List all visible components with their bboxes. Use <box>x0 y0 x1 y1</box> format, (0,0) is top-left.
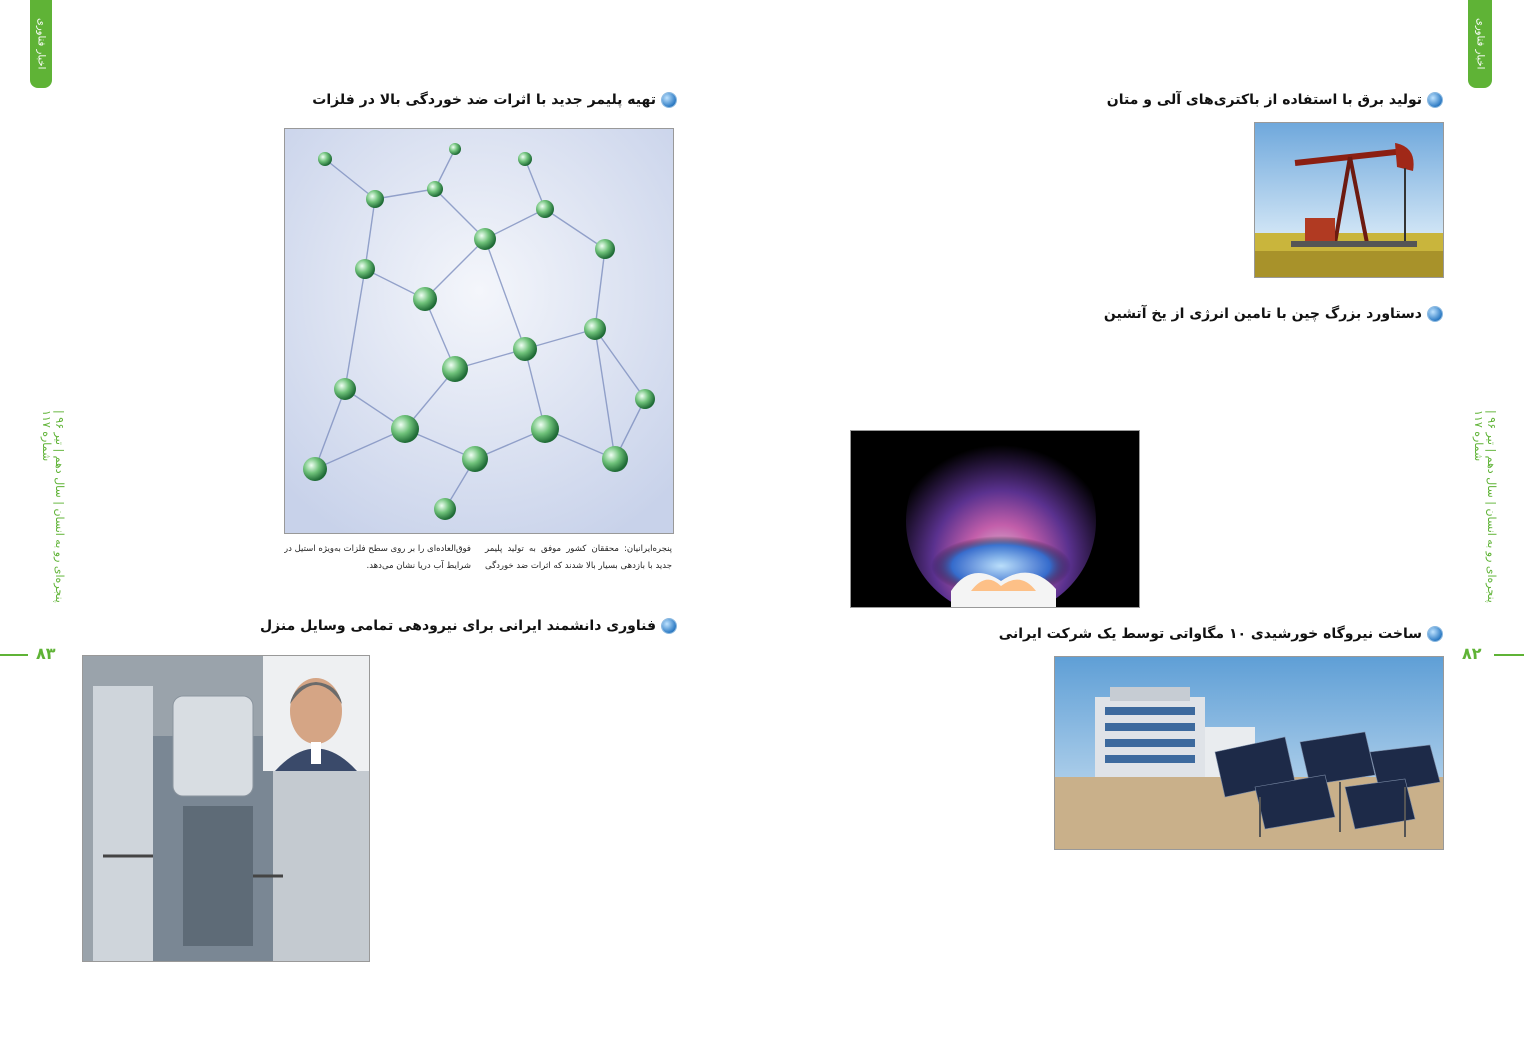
globe-bullet-icon <box>1428 93 1442 107</box>
section-tab-label: اخبار فناوری <box>1474 18 1486 70</box>
title-text: تهیه پلیمر جدید با اثرات ضد خوردگی بالا در فلزات <box>312 92 656 108</box>
title-text: ساخت نیروگاه خورشیدی ۱۰ مگاواتی توسط یک شرکت ایرانی <box>998 626 1422 642</box>
title-text: دستاورد بزرگ چین با تامین انرژی از یخ آتشین <box>1103 306 1422 322</box>
globe-bullet-icon <box>1428 307 1442 321</box>
title-text: فناوری دانشمند ایرانی برای نیرودهی تمامی وسایل منزل <box>260 618 656 634</box>
page-number: ۸۳ <box>36 644 56 663</box>
pumpjack-illustration <box>1255 123 1443 277</box>
vertical-footer: پنجره‌ای رو به انسان | سال دهم | تیر ۹۶ | شماره ۱۱۷ <box>1472 410 1498 603</box>
article-title <box>260 618 676 634</box>
title-text: تولید برق با استفاده از باکتری‌های آلی و متان <box>1106 92 1422 108</box>
image-caption: پنجره‌ایرانیان: محققان کشور موفق به تولید پلیمر جدید با بازدهی بسیار بالا شدند که اثرات ضد خوردگی فوق‌العاده‌ای را بر روی سطح فلزات به‌ویژه استیل در شرایط آب دریا نشان می‌دهد. <box>284 544 672 571</box>
section-tab <box>30 0 52 88</box>
section-tab-label: اخبار فناوری <box>35 18 47 70</box>
right-page <box>762 0 1524 1045</box>
solar-panels-illustration <box>1055 657 1443 849</box>
burning-ice-photo <box>850 430 1140 608</box>
globe-bullet-icon <box>662 619 676 633</box>
globe-bullet-icon <box>1428 627 1442 641</box>
globe-bullet-icon <box>662 93 676 107</box>
oil-pumpjack-photo <box>1254 122 1444 278</box>
article-title <box>1107 92 1442 108</box>
divider-line <box>0 654 28 656</box>
article-title <box>999 626 1442 642</box>
page-number: ۸۲ <box>1462 644 1482 663</box>
machine-illustration <box>83 656 369 961</box>
section-tab <box>1468 0 1492 88</box>
solar-plant-photo <box>1054 656 1444 850</box>
flame-illustration <box>851 431 1139 607</box>
molecule-network-illustration <box>285 129 673 533</box>
article-title <box>1104 306 1442 322</box>
article-title <box>312 92 676 108</box>
scientist-and-device-photo <box>82 655 370 962</box>
divider-line <box>1494 654 1524 656</box>
vertical-footer: پنجره‌ای رو به انسان | سال دهم | تیر ۹۶ | شماره ۱۱۷ <box>40 410 66 603</box>
polymer-network-image <box>284 128 674 534</box>
